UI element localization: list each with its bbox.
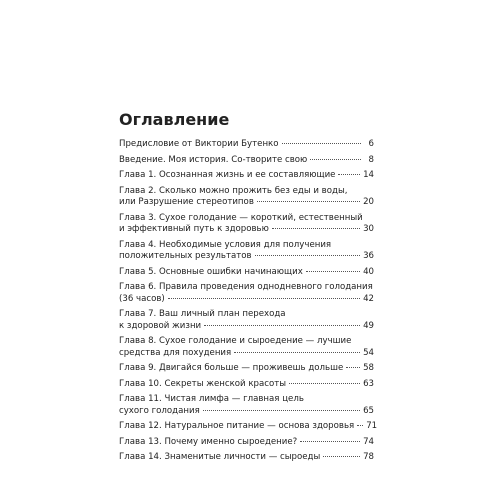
dot-leader [310,159,361,160]
dot-leader [203,410,360,411]
toc-entry-text: Предисловие от Виктории Бутенко [119,139,279,149]
toc-entry-text: Глава 13. Почему именно сыроедение? [119,436,298,447]
toc-entry-text: Введение. Моя история. Со-творите свою [119,154,308,165]
toc-page-number: 78 [363,452,374,462]
toc-entry-line [119,170,374,182]
toc-page-number: 20 [363,197,374,207]
toc-entry-line [119,321,374,333]
toc-entry-text: или Разрушение стереотипов [119,197,254,207]
toc-entry-line [119,437,374,449]
toc-entry-text: положительных результатов [119,251,252,261]
toc-entry-text: средства для похудения [119,347,232,358]
toc-page-number: 71 [366,421,378,431]
toc-title: Оглавление [119,110,230,129]
toc-entry-line [119,240,374,252]
toc-entry [119,170,374,182]
toc-entry-text: Глава 3. Сухое голодание — короткий, естественный [119,212,363,223]
dot-leader [255,255,360,256]
toc-entry [119,363,374,375]
toc-entry [119,421,378,433]
toc-entry-line [119,379,374,391]
toc-entry-line [119,348,374,360]
dot-leader [357,425,363,426]
toc-entry-line [119,267,374,279]
toc-entry-text: сухого голодания [119,405,200,416]
toc-page-number: 14 [363,170,374,180]
toc-entry-line [119,394,374,406]
toc-entry-line [119,294,374,306]
dot-leader [234,352,360,353]
dot-leader [272,228,360,229]
toc-entry-text: Глава 14. Знаменитые личности — сыроеды [119,452,321,462]
toc-entry [119,282,374,305]
toc-entry-text: (36 часов) [119,293,165,304]
dot-leader [204,325,360,326]
toc-entry-line [119,309,374,321]
toc-entry-line [119,197,374,209]
toc-entry [119,267,374,279]
toc-entry-text: Глава 5. Основные ошибки начинающих [119,266,303,277]
toc-entry-line [119,251,374,263]
dot-leader [346,367,360,368]
toc-page-number: 36 [363,251,374,261]
toc-page-number: 40 [363,266,374,277]
toc-list [119,139,378,468]
toc-entry-text: Глава 10. Секреты женской красоты [119,378,287,389]
toc-entry-text: Глава 8. Сухое голодание и сыроедение — лучшие [119,336,352,346]
toc-page-number: 65 [363,405,374,416]
toc-entry-line [119,213,374,225]
dot-leader [323,456,360,457]
dot-leader [289,383,360,384]
toc-entry-text: Глава 11. Чистая лимфа — главная цель [119,394,304,404]
dot-leader [257,201,360,202]
toc-entry-line [119,421,378,433]
toc-entry-text: к здоровой жизни [119,320,202,331]
toc-entry-line [119,336,374,348]
toc-entry-line [119,282,374,294]
toc-entry [119,155,374,167]
toc-page-number: 63 [363,378,374,389]
dot-leader [338,174,360,175]
toc-page-number: 6 [368,139,374,149]
toc-entry-text: Глава 9. Двигайся больше — проживешь дольше [119,363,344,373]
toc-entry-line [119,155,374,167]
toc-entry-text: Глава 12. Натуральное питание — основа здоровья [119,421,355,431]
toc-entry-text: Глава 6. Правила проведения однодневного голодания [119,282,373,292]
toc-page-number: 58 [363,363,374,373]
toc-entry [119,336,374,359]
toc-entry [119,437,374,449]
toc-page-number: 8 [368,154,374,165]
toc-entry [119,213,374,236]
toc-entry-line [119,363,374,375]
toc-entry-line [119,139,374,151]
toc-entry-text: и эффективный путь к здоровью [119,224,269,234]
toc-entry-line [119,406,374,418]
toc-entry-text: Глава 7. Ваш личный план перехода [119,309,286,319]
toc-entry [119,186,374,209]
dot-leader [168,298,360,299]
toc-page-number: 42 [363,293,374,304]
toc-entry [119,309,374,332]
toc-entry-text: Глава 1. Осознанная жизнь и ее составляющие [119,170,336,180]
toc-page-number: 49 [363,320,374,331]
toc-entry [119,240,374,263]
toc-entry-text: Глава 4. Необходимые условия для получения [119,239,332,250]
toc-page-number: 74 [363,436,374,447]
dot-leader [306,271,360,272]
dot-leader [282,143,361,144]
dot-leader [300,441,360,442]
toc-entry-line [119,452,374,464]
toc-entry [119,139,374,151]
toc-entry-line [119,224,374,236]
toc-entry [119,394,374,417]
toc-page-number: 30 [363,224,374,234]
toc-page-number: 54 [363,347,374,358]
toc-entry [119,379,374,391]
toc-entry-line [119,186,374,198]
toc-entry [119,452,374,464]
toc-entry-text: Глава 2. Сколько можно прожить без еды и воды, [119,185,348,196]
